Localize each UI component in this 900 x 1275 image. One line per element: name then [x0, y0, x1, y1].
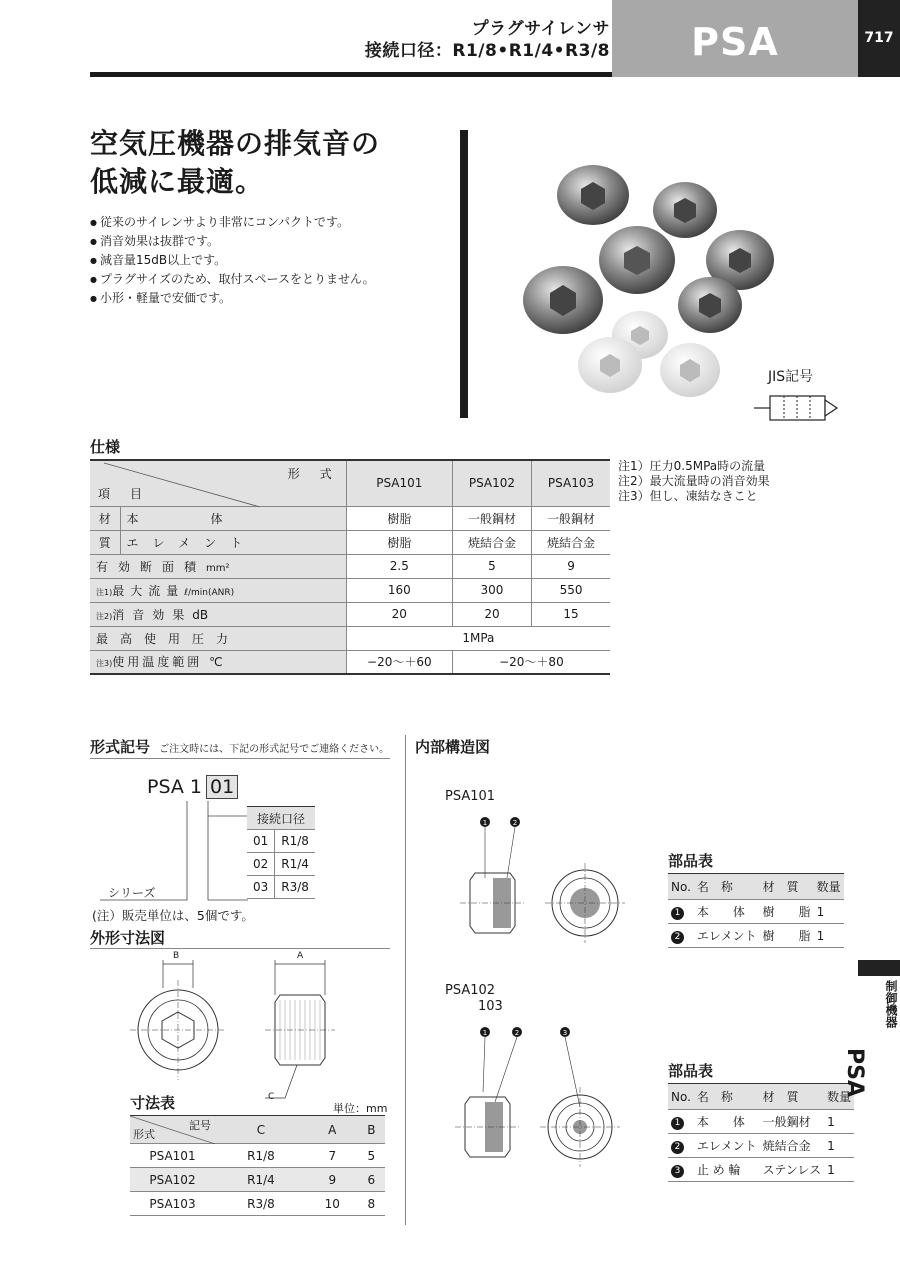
spec-row-pressure	[90, 626, 610, 650]
part-number-badge: 2	[671, 1141, 684, 1154]
row-label: 消音効果	[112, 607, 193, 622]
spec-note: 注1）圧力0.5MPa時の流量	[618, 459, 766, 473]
dim-cell: 8	[358, 1192, 385, 1216]
parts-header: 数量	[824, 1084, 854, 1110]
dim-cell: 9	[307, 1168, 358, 1192]
cell: 1MPa	[346, 626, 610, 650]
parts-header: 数量	[814, 874, 844, 900]
dim-label-b: B	[173, 951, 180, 961]
part-qty: 1	[824, 1110, 854, 1134]
dim-cell: 5	[358, 1144, 385, 1168]
part-number-badge: 3	[671, 1165, 684, 1178]
parts-table-101	[668, 873, 844, 948]
parts-row	[668, 1158, 854, 1182]
part-qty: 1	[824, 1158, 854, 1182]
row-label-cell	[90, 578, 346, 602]
part-material: 焼結合金	[760, 1134, 825, 1158]
part-number-badge: 1	[671, 907, 684, 920]
parts-row	[668, 924, 844, 948]
spec-row-body	[90, 506, 610, 530]
connection-code: 02	[247, 853, 275, 876]
spec-model-header: PSA103	[532, 460, 610, 506]
row-note: 注2)	[96, 611, 113, 621]
connection-header: 接続口径	[247, 807, 315, 830]
cell: 550	[532, 578, 610, 602]
internal-title: 内部構造図	[415, 738, 491, 756]
series-label: シリーズ	[108, 886, 156, 900]
part-qty: 1	[814, 924, 844, 948]
dim-row	[130, 1192, 385, 1216]
connection-code: 03	[247, 876, 275, 899]
product-code: PSA	[691, 20, 779, 64]
dim-cell: 6	[358, 1168, 385, 1192]
plug-white-2	[578, 337, 642, 393]
sales-unit-note: (注）販売単位は、5個です。	[92, 908, 254, 923]
cell: 2.5	[346, 554, 452, 578]
model-code-prefix: PSA 1	[147, 776, 202, 798]
section-rule	[90, 758, 390, 759]
dim-label-a: A	[297, 951, 304, 961]
spec-corner-top: 形 式	[287, 467, 336, 481]
svg-text:1: 1	[482, 819, 488, 827]
parts-header: No.	[668, 1084, 694, 1110]
internal-label-102-line: PSA102	[445, 983, 496, 998]
dim-col-header: B	[358, 1116, 385, 1144]
parts-header: 材 質	[760, 874, 814, 900]
plug-large-2	[653, 182, 717, 238]
spec-corner-bottom: 項 目	[98, 486, 147, 501]
cell: 15	[532, 602, 610, 626]
cell: 160	[346, 578, 452, 602]
headline-line-2: 低減に最適。	[90, 165, 265, 198]
parts-header: 材 質	[760, 1084, 825, 1110]
headline-line-1: 空気圧機器の排気音の	[90, 127, 381, 160]
plug-large-5	[523, 266, 603, 334]
feature-list	[90, 213, 375, 308]
cell: −20〜＋80	[452, 650, 610, 674]
row-unit: mm²	[206, 562, 230, 574]
row-note: 注3)	[96, 659, 113, 669]
material-group-1: 材	[90, 506, 120, 530]
title-line-1: プラグサイレンサ	[471, 19, 610, 39]
internal-drawing-102	[455, 1022, 655, 1167]
parts-header: 名 称	[694, 1084, 760, 1110]
part-name: エレメント	[694, 924, 760, 948]
row-label: 有効断面積	[96, 559, 207, 574]
jis-label: JIS記号	[768, 369, 814, 385]
parts-table-102	[668, 1083, 854, 1182]
material-group-2: 質	[90, 530, 120, 554]
parts-header: 名 称	[694, 874, 760, 900]
parts-row	[668, 1134, 854, 1158]
model-code	[147, 775, 238, 799]
model-code-subtitle: ご注文時には、下記の形式記号でご連絡ください。	[159, 744, 390, 755]
dim-cell: 10	[307, 1192, 358, 1216]
row-label: 使用温度範囲	[112, 655, 203, 670]
dim-corner-top: 記号	[189, 1119, 211, 1132]
connection-code: 01	[247, 830, 275, 853]
svg-text:3: 3	[562, 1029, 568, 1037]
internal-drawing-101	[455, 808, 655, 948]
plug-large-6	[678, 277, 742, 333]
outline-drawing	[125, 950, 340, 1105]
connection-size: R1/8	[275, 830, 315, 853]
dim-cell: R1/4	[215, 1168, 307, 1192]
feature-item: ● 小形・軽量で安価です。	[90, 289, 375, 308]
model-code-suffix: 01	[206, 775, 238, 799]
dim-cell: R3/8	[215, 1192, 307, 1216]
spec-row-temp	[90, 650, 610, 674]
header-title	[365, 18, 610, 62]
cell: 9	[532, 554, 610, 578]
part-number	[668, 1110, 694, 1134]
dim-cell: R1/8	[215, 1144, 307, 1168]
side-category: 制御機器	[884, 980, 898, 1028]
row-label-cell	[90, 602, 346, 626]
header-rule	[90, 72, 612, 77]
svg-text:2: 2	[512, 819, 518, 827]
row-unit: ℃	[209, 655, 226, 670]
outline-title: 外形寸法図	[90, 929, 166, 947]
spec-row-flow	[90, 578, 610, 602]
internal-label-102	[445, 983, 503, 1015]
connection-table	[247, 806, 315, 899]
parts-row	[668, 1110, 854, 1134]
svg-text:2: 2	[514, 1029, 520, 1037]
vertical-divider	[460, 130, 468, 418]
part-material: 樹 脂	[760, 900, 814, 924]
part-number-badge: 2	[671, 931, 684, 944]
row-label: 本 体	[120, 506, 346, 530]
page-number: 717	[864, 30, 894, 46]
section-rule	[90, 948, 390, 949]
part-qty: 1	[824, 1134, 854, 1158]
dim-cell: 7	[307, 1144, 358, 1168]
spec-row-element	[90, 530, 610, 554]
dim-corner-bottom: 形式	[133, 1128, 155, 1141]
jis-silencer-symbol	[752, 388, 842, 428]
parts-row	[668, 900, 844, 924]
column-divider	[405, 735, 406, 1225]
dim-col-header: C	[215, 1116, 307, 1144]
model-code-heading	[90, 736, 389, 757]
product-photo	[515, 160, 780, 410]
row-label-cell	[90, 650, 346, 674]
dimension-unit: 単位：mm	[333, 1102, 388, 1115]
headline	[90, 125, 380, 201]
dim-model: PSA102	[130, 1168, 215, 1192]
cell: 一般鋼材	[532, 506, 610, 530]
dim-corner	[130, 1116, 215, 1144]
row-note: 注1)	[96, 587, 113, 597]
row-label: 最大流量	[112, 583, 185, 598]
dim-label-c: C	[268, 1092, 275, 1102]
part-number	[668, 924, 694, 948]
title-line-2: 接続口径：R1/8•R1/4•R3/8	[364, 41, 610, 61]
connection-size: R1/4	[275, 853, 315, 876]
dimension-title: 寸法表	[130, 1094, 176, 1112]
spec-table	[90, 459, 610, 675]
feature-item: ● 消音効果は抜群です。	[90, 232, 375, 251]
parts-header: No.	[668, 874, 694, 900]
spec-model-header: PSA101	[346, 460, 452, 506]
row-unit: dB	[192, 607, 209, 622]
cell: 一般鋼材	[452, 506, 531, 530]
spec-note: 注3）但し、凍結なきこと	[618, 489, 758, 503]
part-name: 本 体	[694, 900, 760, 924]
cell: 300	[452, 578, 531, 602]
part-qty: 1	[814, 900, 844, 924]
part-material: 樹 脂	[760, 924, 814, 948]
side-tab-bar	[858, 960, 900, 976]
plug-large-1	[557, 165, 629, 225]
spec-corner	[90, 460, 346, 506]
svg-text:1: 1	[482, 1029, 488, 1037]
dimension-table	[130, 1115, 385, 1216]
row-label: 最高使用圧力	[90, 626, 346, 650]
row-label: エレメント	[120, 530, 346, 554]
plug-large-3	[599, 226, 675, 294]
part-name: 本 体	[694, 1110, 760, 1134]
cell: −20〜＋60	[346, 650, 452, 674]
part-number	[668, 1134, 694, 1158]
part-name: 止 め 輪	[694, 1158, 760, 1182]
cell: 20	[346, 602, 452, 626]
spec-note: 注2）最大流量時の消音効果	[618, 474, 770, 488]
connection-size: R3/8	[275, 876, 315, 899]
part-number	[668, 1158, 694, 1182]
model-code-title: 形式記号	[90, 738, 151, 756]
row-unit: ℓ/min(ANR)	[184, 587, 235, 598]
feature-item: ● 従来のサイレンサより非常にコンパクトです。	[90, 213, 375, 232]
internal-label-103-line: 103	[478, 999, 503, 1014]
part-name: エレメント	[694, 1134, 760, 1158]
part-material: ステンレス	[760, 1158, 825, 1182]
part-number	[668, 900, 694, 924]
dim-model: PSA101	[130, 1144, 215, 1168]
parts-title-102: 部品表	[668, 1062, 714, 1080]
feature-item: ● 減音量15dB以上です。	[90, 251, 375, 270]
feature-item: ● プラグサイズのため、取付スペースをとりません。	[90, 270, 375, 289]
dim-row	[130, 1168, 385, 1192]
dim-col-header: A	[307, 1116, 358, 1144]
spec-row-silence	[90, 602, 610, 626]
row-label-cell	[90, 554, 346, 578]
cell: 樹脂	[346, 506, 452, 530]
cell: 樹脂	[346, 530, 452, 554]
dim-row	[130, 1144, 385, 1168]
spec-title: 仕様	[90, 438, 121, 456]
part-material: 一般鋼材	[760, 1110, 825, 1134]
cell: 5	[452, 554, 531, 578]
cell: 20	[452, 602, 531, 626]
spec-row-area	[90, 554, 610, 578]
internal-label-101: PSA101	[445, 789, 496, 804]
dim-model: PSA103	[130, 1192, 215, 1216]
cell: 焼結合金	[452, 530, 531, 554]
side-product-code: PSA	[842, 1048, 867, 1097]
spec-notes	[618, 459, 770, 504]
cell: 焼結合金	[532, 530, 610, 554]
part-number-badge: 1	[671, 1117, 684, 1130]
spec-model-header: PSA102	[452, 460, 531, 506]
plug-white-3	[660, 343, 720, 397]
parts-title-101: 部品表	[668, 852, 714, 870]
